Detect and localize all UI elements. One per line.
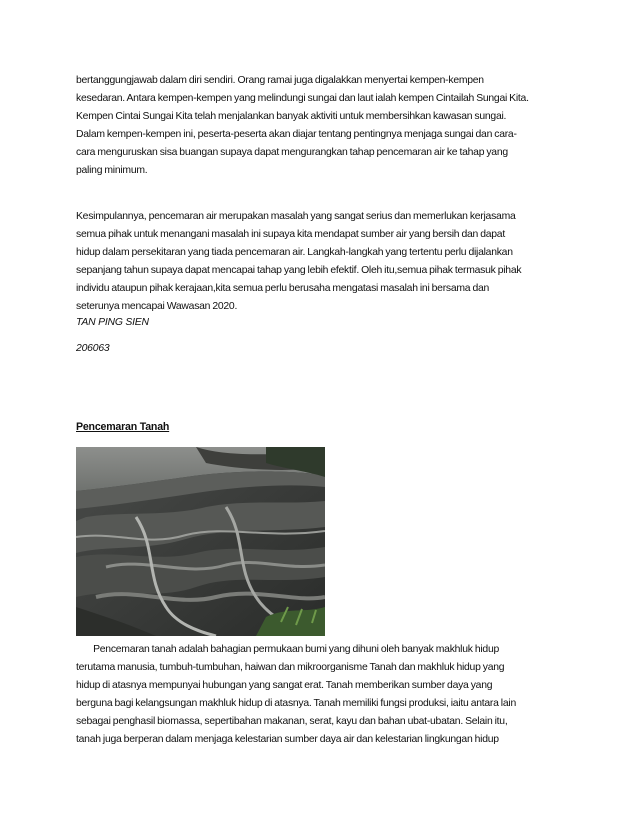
text-line: sepanjang tahun supaya dapat mencapai tahap yang lebih efektif. Oleh itu,semua pihak termasuk pihak	[76, 265, 522, 276]
text-line: Dalam kempen-kempen ini, peserta-peserta akan diajar tentang pentingnya menjaga sungai dan cara-	[76, 129, 517, 140]
author-name: TAN PING SIEN	[76, 317, 149, 328]
text-line: paling minimum.	[76, 165, 148, 176]
section-heading: Pencemaran Tanah	[76, 421, 170, 433]
text-line: sebagai penghasil biomassa, sepertibahan makanan, serat, kayu dan bahan ubat-ubatan. Selain itu,	[76, 716, 508, 727]
text-line: hidup di atasnya mempunyai hubungan yang sangat erat. Tanah memberikan sumber daya yang	[76, 680, 493, 691]
text-line: Pencemaran tanah adalah bahagian permukaan bumi yang dihuni oleh banyak makhluk hidup	[76, 644, 500, 655]
text-line: cara menguruskan sisa buangan supaya dapat mengurangkan tahap pencemaran air ke tahap yang	[76, 147, 508, 158]
text-line: tanah juga berperan dalam menjaga kelestarian sumber daya air dan kelestarian lingkungan hidup	[76, 734, 499, 745]
text-line: bertanggungjawab dalam diri sendiri. Orang ramai juga digalakkan menyertai kempen-kempen	[76, 75, 484, 86]
text-line: individu ataupun pihak kerajaan,kita semua perlu berusaha mengatasi masalah ini bersama dan	[76, 283, 490, 294]
text-line: Kempen Cintai Sungai Kita telah menjalankan banyak aktiviti untuk membersihkan kawasan sungai.	[76, 111, 507, 122]
text-line: seterunya mencapai Wawasan 2020.	[76, 301, 238, 312]
text-line: kesedaran. Antara kempen-kempen yang melindungi sungai dan laut ialah kempen Cintailah Sungai Kita.	[76, 93, 529, 104]
text-line: semua pihak untuk menangani masalah ini supaya kita mendapat sumber air yang bersih dan dapat	[76, 229, 505, 240]
text-line: terutama manusia, tumbuh-tumbuhan, haiwan dan mikroorganisme Tanah dan makhluk hidup yang	[76, 662, 505, 673]
text-line: hidup dalam persekitaran yang tiada pencemaran air. Langkah-langkah yang tertentu perlu dijalankan	[76, 247, 513, 258]
text-line: Kesimpulannya, pencemaran air merupakan masalah yang sangat serius dan memerlukan kerjasama	[76, 211, 516, 222]
student-id: 206063	[76, 343, 110, 354]
text-line: berguna bagi kelangsungan makhluk hidup di atasnya. Tanah memiliki fungsi produksi, iaitu antara lain	[76, 698, 516, 709]
paragraph-conclusion	[76, 208, 576, 316]
polluted-soil-photo	[76, 447, 325, 636]
paragraph-campaigns	[76, 72, 576, 180]
paragraph-soil-pollution	[76, 641, 576, 749]
